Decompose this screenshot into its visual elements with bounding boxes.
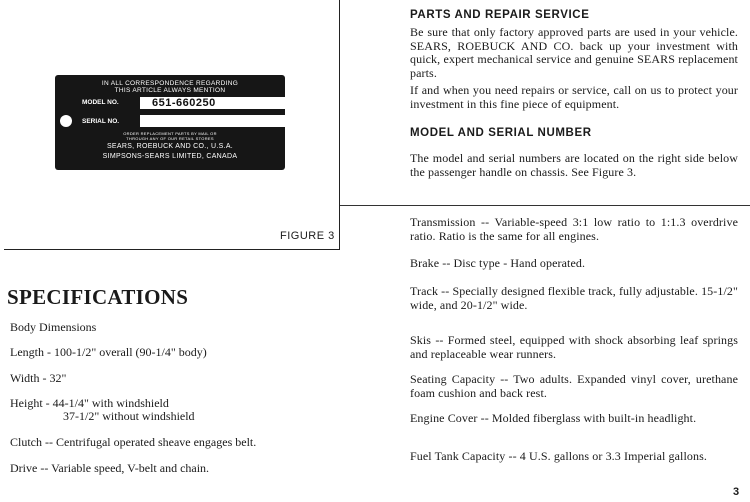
model-no-label: MODEL NO. xyxy=(82,99,119,106)
serial-no-value xyxy=(140,115,323,127)
model-no-value: 651-660250 xyxy=(140,97,323,109)
mounting-hole-icon xyxy=(60,115,72,127)
spec-seating-capacity: Seating Capacity -- Two adults. Expanded vinyl cover, urethane foam cushion and back rest. xyxy=(410,372,738,400)
spec-skis: Skis -- Formed steel, equipped with shock absorbing leaf springs and replaceable wear runners. xyxy=(410,333,738,361)
spec-height-without-windshield: 37-1/2" without windshield xyxy=(63,409,195,423)
plate-header-line-1: IN ALL CORRESPONDENCE REGARDING xyxy=(101,80,239,87)
plate-maker-line-2: SIMPSONS-SEARS LIMITED, CANADA xyxy=(102,153,238,160)
spec-clutch: Clutch -- Centrifugal operated sheave engages belt. xyxy=(10,435,257,449)
spec-fuel-tank: Fuel Tank Capacity -- 4 U.S. gallons or 3.3 Imperial gallons. xyxy=(410,449,707,463)
spec-transmission: Transmission -- Variable-speed 3:1 low ratio to 1:1.3 overdrive ratio. Ratio is the same for all engines. xyxy=(410,215,738,243)
spec-width: Width - 32" xyxy=(10,371,67,385)
plate-small-line-1: ORDER REPLACEMENT PARTS BY MAIL OR xyxy=(123,131,217,136)
spec-length: Length - 100-1/2" overall (90-1/4" body) xyxy=(10,345,207,359)
plate-header-line-2: THIS ARTICLE ALWAYS MENTION xyxy=(114,87,226,94)
model-serial-heading: MODEL AND SERIAL NUMBER xyxy=(410,127,592,139)
parts-service-paragraph-1: Be sure that only factory approved parts are used in your vehicle. SEARS, ROEBUCK AND CO. back up your investment with quick, expert mechanical service and genuine SEARS replacement parts. xyxy=(410,25,738,80)
spec-height: Height - 44-1/4" with windshield xyxy=(10,396,169,410)
spec-brake: Brake -- Disc type - Hand operated. xyxy=(410,256,586,270)
model-serial-paragraph: The model and serial numbers are located on the right side below the passenger handle on chassis. See Figure 3. xyxy=(410,151,738,179)
identification-plate xyxy=(55,75,285,170)
parts-service-paragraph-2: If and when you need repairs or service, call on us to protect your investment in this fine piece of equipment. xyxy=(410,83,738,111)
figure-caption: FIGURE 3 xyxy=(280,230,335,242)
serial-no-label: SERIAL NO. xyxy=(82,118,120,125)
spec-track: Track -- Specially designed flexible track, fully adjustable. 15-1/2" wide, and 20-1/2" wide. xyxy=(410,284,738,312)
page-number: 3 xyxy=(733,486,740,498)
parts-service-heading: PARTS AND REPAIR SERVICE xyxy=(410,9,590,21)
plate-small-line-2: THROUGH ANY OF OUR RETAIL STORES xyxy=(126,136,214,141)
spec-body-dimensions: Body Dimensions xyxy=(10,320,97,334)
plate-maker-line-1: SEARS, ROEBUCK AND CO., U.S.A. xyxy=(106,143,234,150)
specifications-title: SPECIFICATIONS xyxy=(7,285,189,309)
spec-engine-cover: Engine Cover -- Molded fiberglass with built-in headlight. xyxy=(410,411,697,425)
spec-drive: Drive -- Variable speed, V-belt and chain. xyxy=(10,461,210,475)
section-divider xyxy=(340,205,750,206)
